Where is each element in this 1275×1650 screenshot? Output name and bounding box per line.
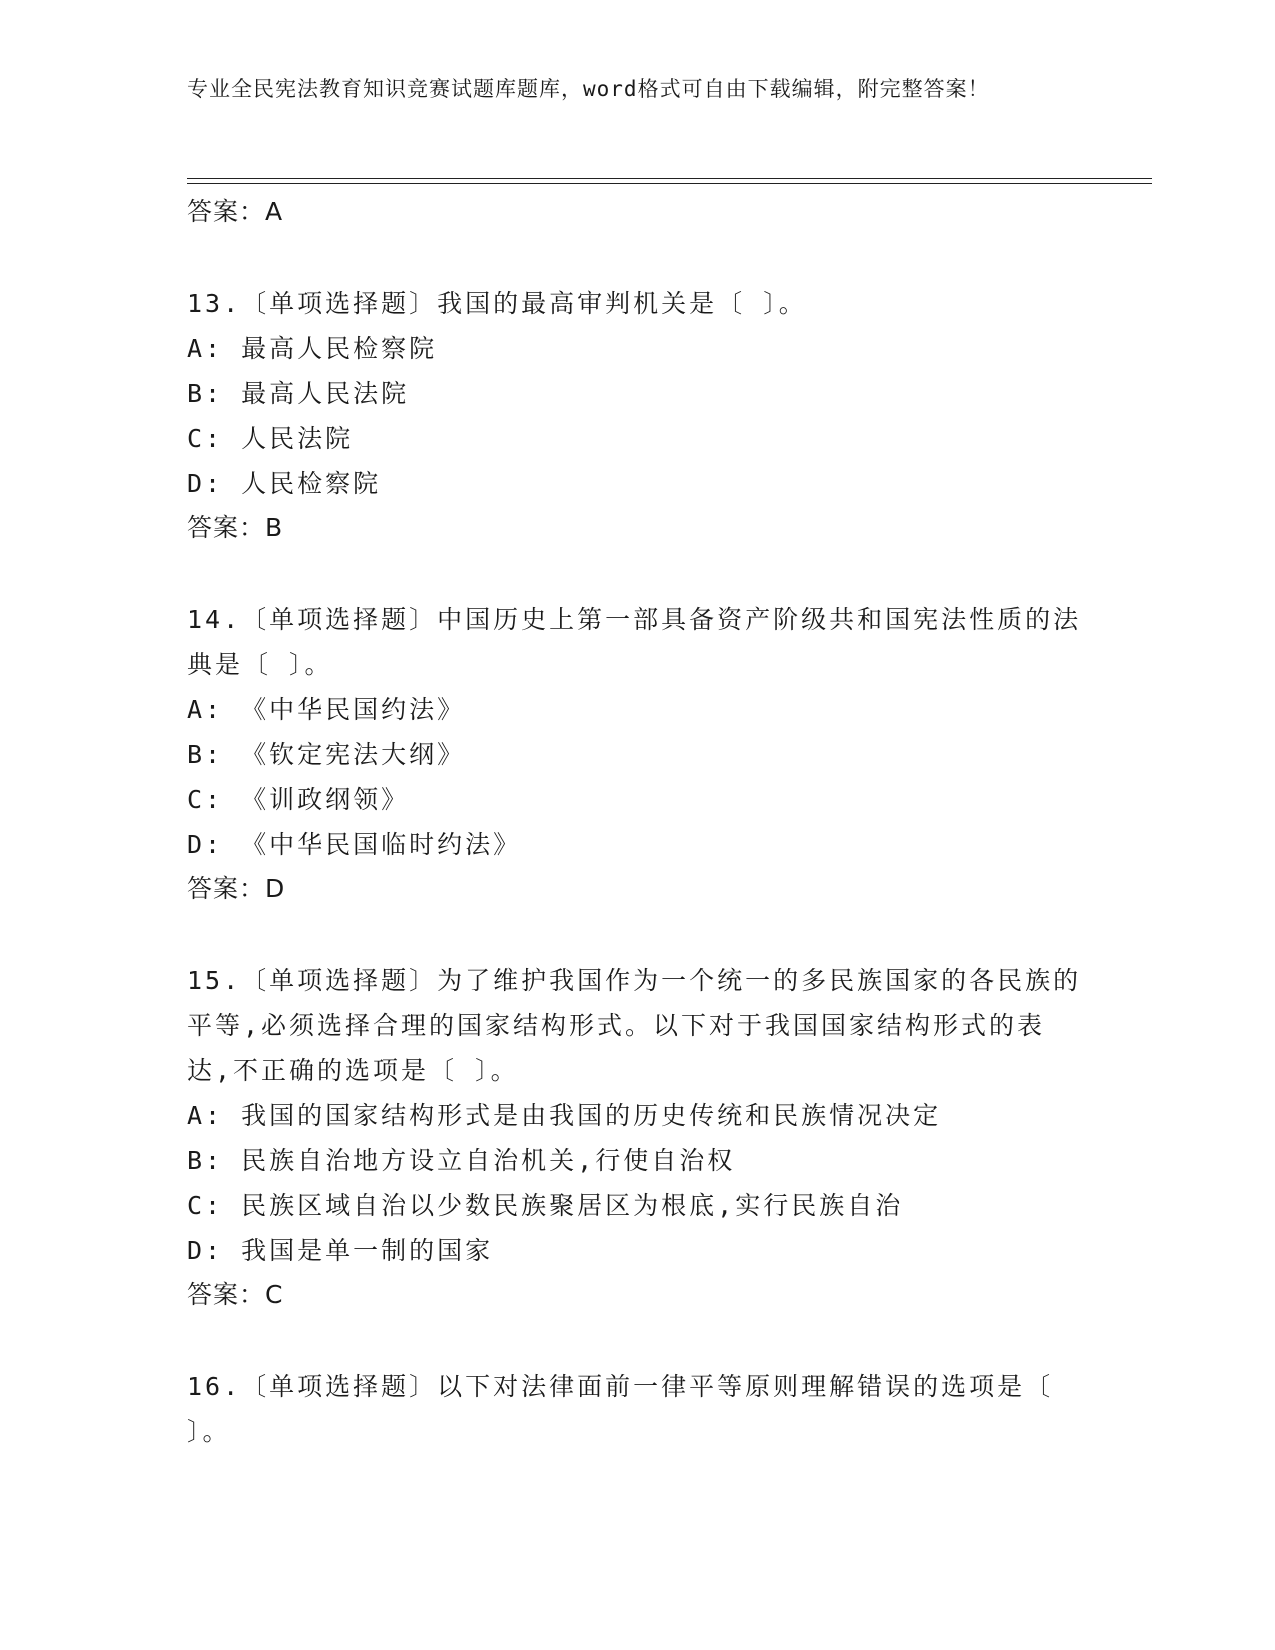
answer-line: 答案：B [187,513,284,542]
option-b: B: 最高人民法院 [187,379,410,408]
page-header: 专业全民宪法教育知识竞赛试题库题库，word格式可自由下载编辑，附完整答案！ [187,77,990,101]
option-d: D: 《中华民国临时约法》 [187,830,522,859]
option-d: D: 我国是单一制的国家 [187,1236,494,1265]
question-13 [187,281,1087,550]
question-stem: 14.〔单项选择题〕中国历史上第一部具备资产阶级共和国宪法性质的法典是〔 〕。 [187,605,1082,679]
question-15 [187,958,1087,1317]
answer-line: 答案：A [187,197,284,226]
question-stem: 15.〔单项选择题〕为了维护我国作为一个统一的多民族国家的各民族的平等,必须选择合理的国家结构形式。以下对于我国国家结构形式的表达,不正确的选项是〔 〕。 [187,966,1082,1085]
option-b: B: 《钦定宪法大纲》 [187,740,466,769]
question-16 [187,1364,1087,1454]
question-14 [187,597,1087,911]
answer-line: 答案：D [187,874,286,903]
question-stem: 13.〔单项选择题〕我国的最高审判机关是〔 〕。 [187,289,807,318]
option-a: A: 我国的国家结构形式是由我国的历史传统和民族情况决定 [187,1101,942,1130]
option-c: C: 人民法院 [187,424,354,453]
option-c: C: 《训政纲领》 [187,785,410,814]
option-a: A: 最高人民检察院 [187,334,438,363]
question-stem: 16.〔单项选择题〕以下对法律面前一律平等原则理解错误的选项是〔 〕。 [187,1372,1054,1446]
option-d: D: 人民检察院 [187,469,382,498]
document-body [187,190,1087,1454]
option-b: B: 民族自治地方设立自治机关,行使自治权 [187,1146,736,1175]
option-c: C: 民族区域自治以少数民族聚居区为根底,实行民族自治 [187,1191,904,1220]
header-rule [187,178,1152,184]
answer-line: 答案：C [187,1280,284,1309]
option-a: A: 《中华民国约法》 [187,695,466,724]
